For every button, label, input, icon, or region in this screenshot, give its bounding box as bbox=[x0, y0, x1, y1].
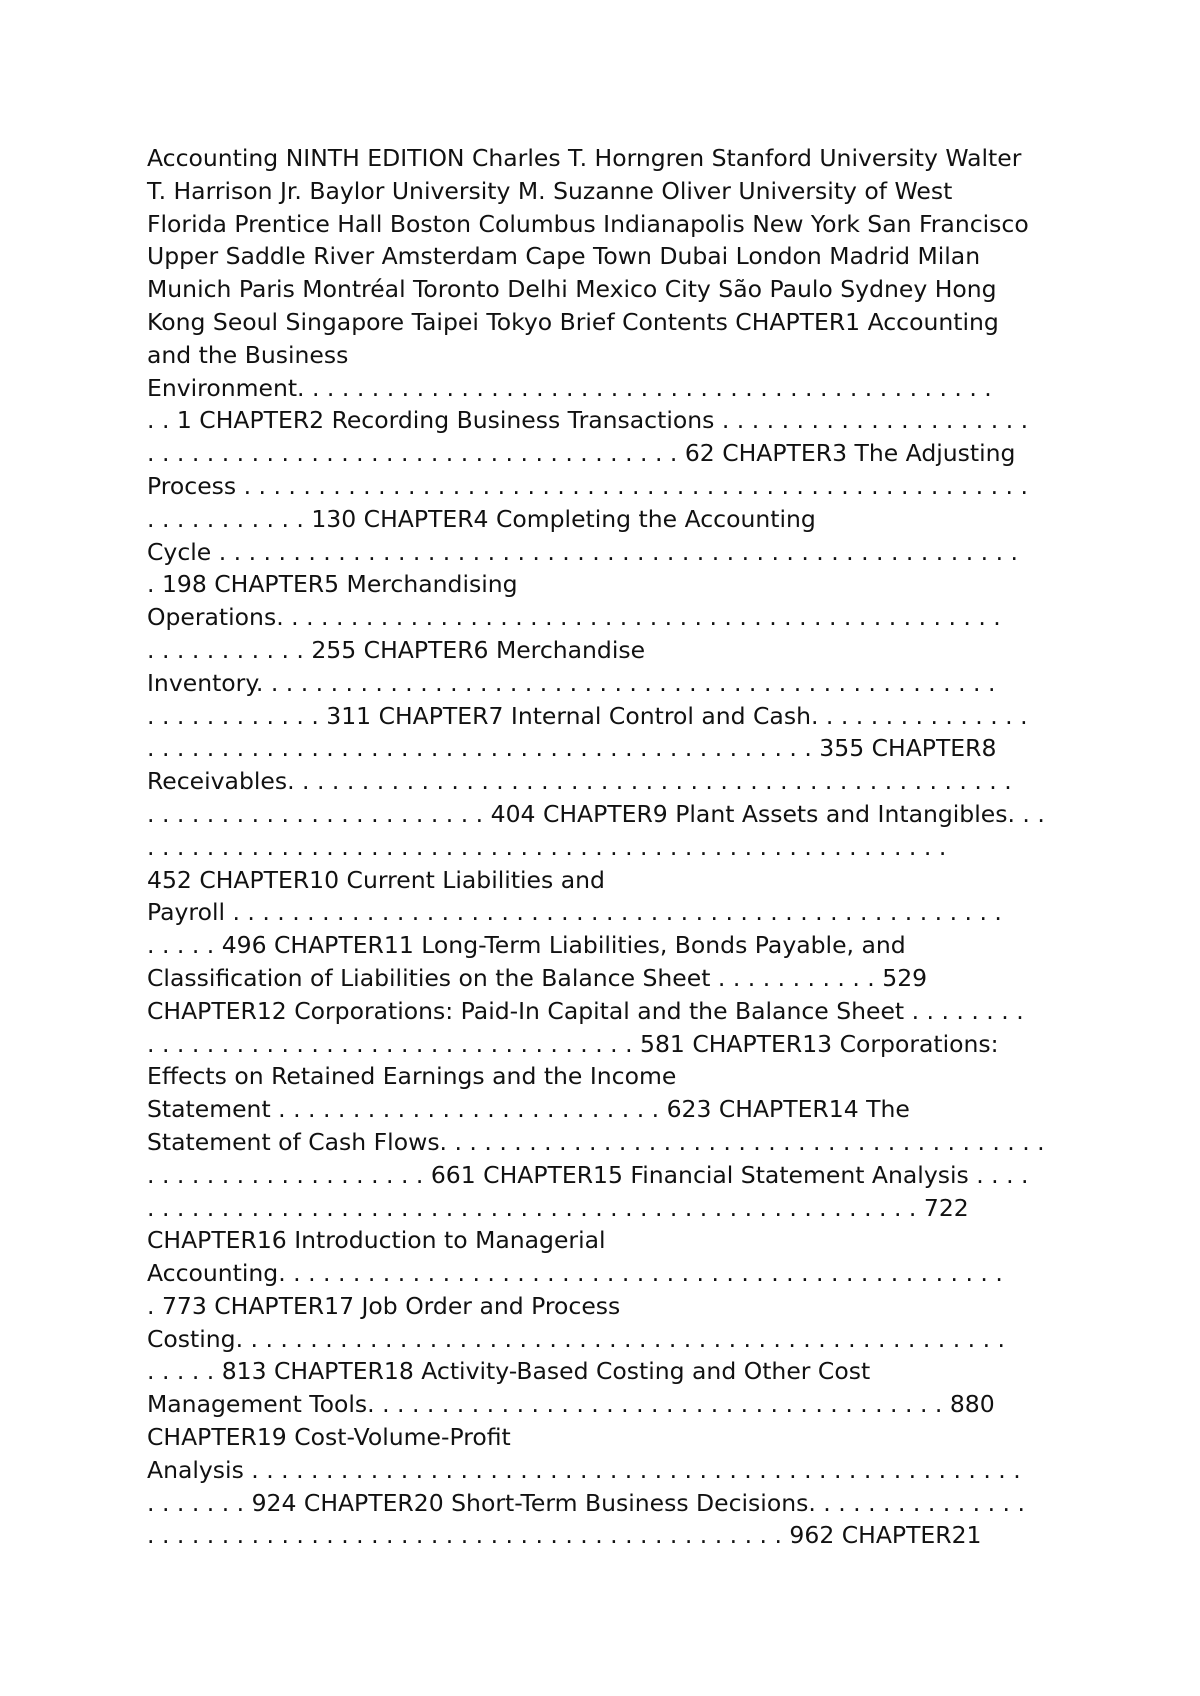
text-line: and the Business bbox=[147, 340, 349, 369]
toc-line: . . . . . . . . . . . . . . . . . . . . . . . . . . . . . . . . . . . . . . . . . . . . . . . . . . . . 722 bbox=[147, 1193, 969, 1222]
toc-line: . . . . . 813 CHAPTER18 Activity-Based Costing and Other Cost bbox=[147, 1357, 871, 1386]
text-line: Florida Prentice Hall Boston Columbus Indianapolis New York San Francisco bbox=[147, 209, 1029, 238]
text-line: T. Harrison Jr. Baylor University M. Suzanne Oliver University of West bbox=[147, 176, 953, 205]
document-page bbox=[147, 142, 1087, 1552]
toc-line: . . . . . . . . . . . 255 CHAPTER6 Merchandise bbox=[147, 635, 646, 664]
toc-line: CHAPTER16 Introduction to Managerial bbox=[147, 1226, 606, 1255]
text-line: Upper Saddle River Amsterdam Cape Town Dubai London Madrid Milan bbox=[147, 242, 981, 271]
text-line: Munich Paris Montréal Toronto Delhi Mexico City São Paulo Sydney Hong bbox=[147, 275, 997, 304]
toc-line: Effects on Retained Earnings and the Income bbox=[147, 1062, 677, 1091]
toc-line: CHAPTER19 Cost-Volume-Profit bbox=[147, 1423, 511, 1452]
toc-line: . 198 CHAPTER5 Merchandising bbox=[147, 570, 518, 599]
toc-line: . . . . . . . . . . . . . . . . . . . . . . . . . . . . . . . . . . . . . . . . . . . 962 CHAPTER21 bbox=[147, 1521, 982, 1550]
toc-line: Analysis . . . . . . . . . . . . . . . . . . . . . . . . . . . . . . . . . . . . . . . . . . . . . . . . . . . . bbox=[147, 1455, 1021, 1484]
toc-line: Payroll . . . . . . . . . . . . . . . . . . . . . . . . . . . . . . . . . . . . . . . . . . . . . . . . . . . . bbox=[147, 898, 1002, 927]
toc-line: Management Tools. . . . . . . . . . . . . . . . . . . . . . . . . . . . . . . . . . . . . . . 880 bbox=[147, 1390, 995, 1419]
toc-line: . . . . . . . . . . . . . . . . . . . 661 CHAPTER15 Financial Statement Analysis . . . . bbox=[147, 1160, 1029, 1189]
toc-line: . 773 CHAPTER17 Job Order and Process bbox=[147, 1291, 621, 1320]
toc-line: Statement . . . . . . . . . . . . . . . . . . . . . . . . . . 623 CHAPTER14 The bbox=[147, 1095, 910, 1124]
toc-line: . . . . . . . . . . . . 311 CHAPTER7 Internal Control and Cash. . . . . . . . . . . . . . . bbox=[147, 701, 1028, 730]
toc-line: Process . . . . . . . . . . . . . . . . . . . . . . . . . . . . . . . . . . . . . . . . . . . . . . . . . . . . . bbox=[147, 471, 1028, 500]
toc-line: . . . . . . . . . . . 130 CHAPTER4 Completing the Accounting bbox=[147, 504, 816, 533]
toc-line: Statement of Cash Flows. . . . . . . . . . . . . . . . . . . . . . . . . . . . . . . . . . . . . . . . . bbox=[147, 1127, 1045, 1156]
toc-line: Costing. . . . . . . . . . . . . . . . . . . . . . . . . . . . . . . . . . . . . . . . . . . . . . . . . . . . bbox=[147, 1324, 1005, 1353]
toc-line: . . 1 CHAPTER2 Recording Business Transactions . . . . . . . . . . . . . . . . . . . . . bbox=[147, 406, 1029, 435]
toc-line: CHAPTER12 Corporations: Paid-In Capital and the Balance Sheet . . . . . . . . bbox=[147, 996, 1024, 1025]
toc-line: . . . . . . . . . . . . . . . . . . . . . . . . . . . . . . . . . . . . . . . . . . . . . 355 CHAPTER8 bbox=[147, 734, 997, 763]
toc-line: 452 CHAPTER10 Current Liabilities and bbox=[147, 865, 605, 894]
toc-line: Classification of Liabilities on the Balance Sheet . . . . . . . . . . . 529 bbox=[147, 963, 928, 992]
toc-line: Operations. . . . . . . . . . . . . . . . . . . . . . . . . . . . . . . . . . . . . . . . . . . . . . . . . bbox=[147, 603, 1001, 632]
toc-line: Inventory. . . . . . . . . . . . . . . . . . . . . . . . . . . . . . . . . . . . . . . . . . . . . . . . . . bbox=[147, 668, 996, 697]
toc-line: Receivables. . . . . . . . . . . . . . . . . . . . . . . . . . . . . . . . . . . . . . . . . . . . . . . . . bbox=[147, 767, 1012, 796]
toc-line: Accounting. . . . . . . . . . . . . . . . . . . . . . . . . . . . . . . . . . . . . . . . . . . . . . . . . bbox=[147, 1259, 1003, 1288]
toc-line: . . . . . 496 CHAPTER11 Long-Term Liabilities, Bonds Payable, and bbox=[147, 931, 906, 960]
toc-line: . . . . . . . . . . . . . . . . . . . . . . . . . . . . . . . . . . . . 62 CHAPTER3 The Adjusting bbox=[147, 439, 1016, 468]
toc-line: . . . . . . . 924 CHAPTER20 Short-Term Business Decisions. . . . . . . . . . . . . . . bbox=[147, 1488, 1025, 1517]
toc-line: . . . . . . . . . . . . . . . . . . . . . . . 404 CHAPTER9 Plant Assets and Intangibles. . . bbox=[147, 799, 1045, 828]
text-line: Kong Seoul Singapore Taipei Tokyo Brief Contents CHAPTER1 Accounting bbox=[147, 307, 999, 336]
toc-line: . . . . . . . . . . . . . . . . . . . . . . . . . . . . . . . . . . . . . . . . . . . . . . . . . . . . . . bbox=[147, 832, 947, 861]
text-line: Accounting NINTH EDITION Charles T. Horngren Stanford University Walter bbox=[147, 144, 1022, 172]
toc-line: . . . . . . . . . . . . . . . . . . . . . . . . . . . . . . . . . 581 CHAPTER13 Corporations: bbox=[147, 1029, 999, 1058]
toc-line: Cycle . . . . . . . . . . . . . . . . . . . . . . . . . . . . . . . . . . . . . . . . . . . . . . . . . . . . . . bbox=[147, 537, 1018, 566]
toc-line: Environment. . . . . . . . . . . . . . . . . . . . . . . . . . . . . . . . . . . . . . . . . . . . . . . bbox=[147, 373, 992, 402]
